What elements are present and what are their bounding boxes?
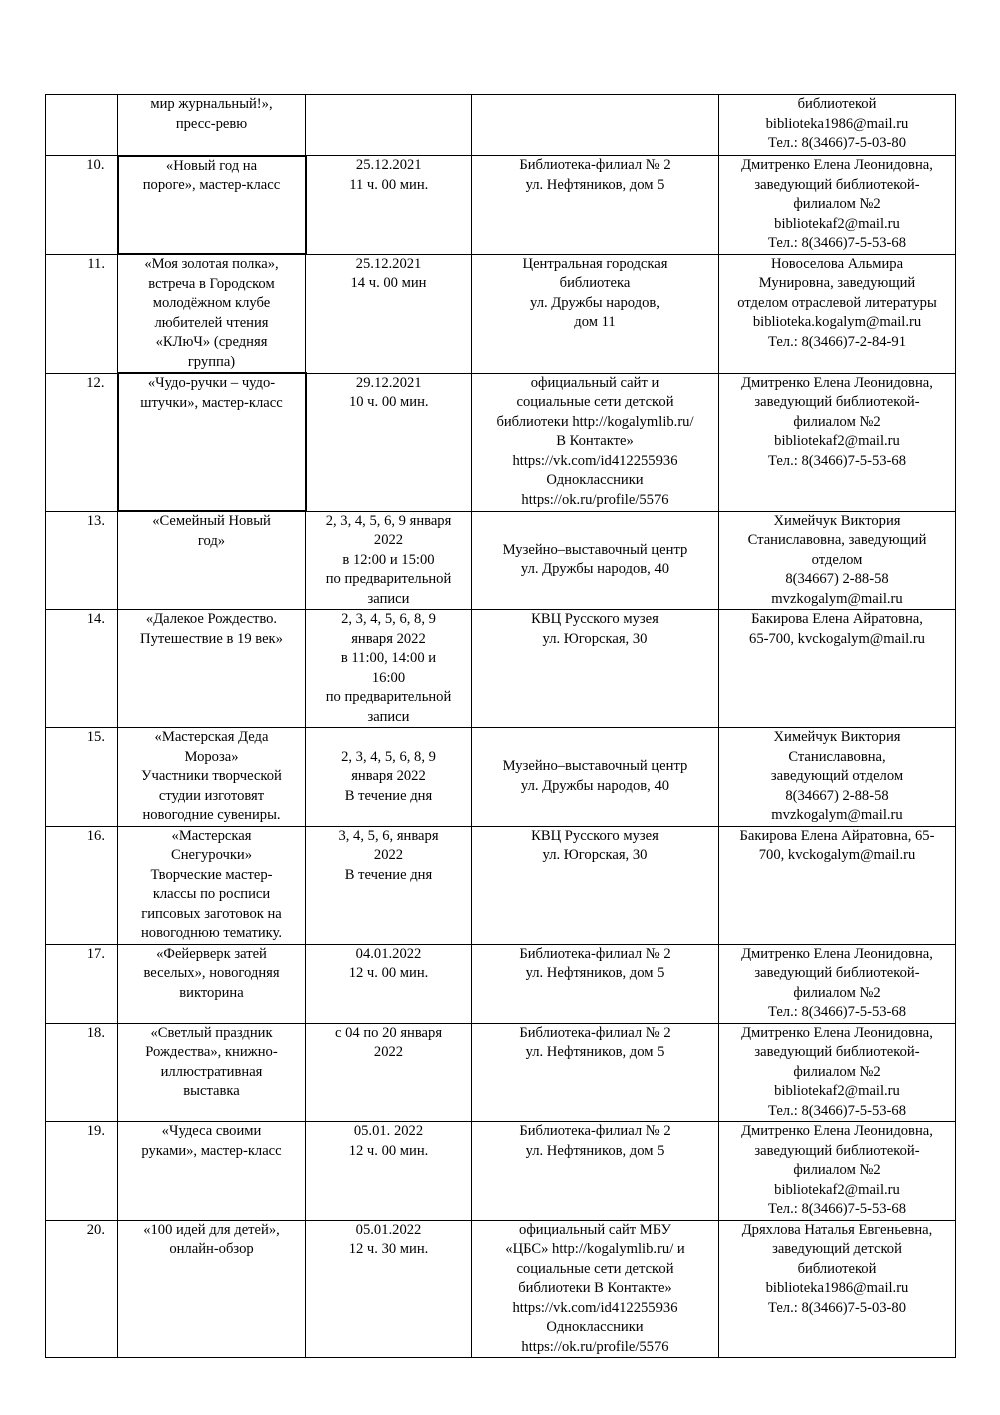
event-date: 29.12.2021 10 ч. 00 мин. <box>306 373 472 511</box>
event-title: «Фейерверк затей веселых», новогодняя викторина <box>118 944 306 1023</box>
row-number: 16. <box>46 826 118 944</box>
row-number: 19. <box>46 1122 118 1221</box>
event-date: 05.01.2022 12 ч. 30 мин. <box>306 1220 472 1358</box>
event-place <box>472 95 719 156</box>
row-number: 18. <box>46 1023 118 1122</box>
event-contact: Бакирова Елена Айратовна, 65- 700, kvckogalym@mail.ru <box>719 826 956 944</box>
event-contact: Бакирова Елена Айратовна, 65-700, kvckogalym@mail.ru <box>719 610 956 728</box>
event-title: «Мастерская Деда Мороза» Участники творческой студии изготовят новогодние сувениры. <box>118 728 306 827</box>
event-date <box>306 95 472 156</box>
table-row <box>46 1122 956 1221</box>
event-date: 25.12.2021 11 ч. 00 мин. <box>306 156 472 255</box>
event-place: Библиотека-филиал № 2 ул. Нефтяников, дом 5 <box>472 1122 719 1221</box>
event-date: 2, 3, 4, 5, 6, 8, 9 января 2022 В течение дня <box>306 728 472 827</box>
row-number: 20. <box>46 1220 118 1358</box>
event-contact: Химейчук Виктория Станиславовна, заведующий отделом 8(34667) 2-88-58 mvzkogalym@mail.ru <box>719 728 956 827</box>
event-place: КВЦ Русского музея ул. Югорская, 30 <box>472 826 719 944</box>
table-row <box>46 156 956 255</box>
table-row <box>46 95 956 156</box>
event-contact: Химейчук Виктория Станиславовна, заведующий отделом 8(34667) 2-88-58 mvzkogalym@mail.ru <box>719 511 956 610</box>
event-place: Музейно–выставочный центр ул. Дружбы народов, 40 <box>472 511 719 610</box>
row-number <box>46 95 118 156</box>
event-contact: Дмитренко Елена Леонидовна, заведующий библиотекой- филиалом №2 bibliotekaf2@mail.ru Тел.: 8(3466)7-5-53-68 <box>719 1023 956 1122</box>
event-date: 2, 3, 4, 5, 6, 9 января 2022 в 12:00 и 15:00 по предварительной записи <box>306 511 472 610</box>
row-number: 15. <box>46 728 118 827</box>
event-contact: библиотекой biblioteka1986@mail.ru Тел.: 8(3466)7-5-03-80 <box>719 95 956 156</box>
row-number: 13. <box>46 511 118 610</box>
event-date: 05.01. 2022 12 ч. 00 мин. <box>306 1122 472 1221</box>
event-title: «Чудо-ручки – чудо- штучки», мастер-класс <box>118 373 306 511</box>
event-date: 3, 4, 5, 6, января 2022 В течение дня <box>306 826 472 944</box>
table-row <box>46 944 956 1023</box>
table-row <box>46 728 956 827</box>
event-title: «Мастерская Снегурочки» Творческие мастер- классы по росписи гипсовых заготовок на новогоднюю тематику. <box>118 826 306 944</box>
row-number: 10. <box>46 156 118 255</box>
table-row <box>46 511 956 610</box>
event-contact: Дмитренко Елена Леонидовна, заведующий библиотекой- филиалом №2 bibliotekaf2@mail.ru Тел.: 8(3466)7-5-53-68 <box>719 1122 956 1221</box>
event-title: мир журнальный!», пресс-ревю <box>118 95 306 156</box>
table-row <box>46 826 956 944</box>
event-contact: Дмитренко Елена Леонидовна, заведующий библиотекой- филиалом №2 bibliotekaf2@mail.ru Тел.: 8(3466)7-5-53-68 <box>719 373 956 511</box>
event-title: «Чудеса своими руками», мастер-класс <box>118 1122 306 1221</box>
event-place: Библиотека-филиал № 2 ул. Нефтяников, дом 5 <box>472 944 719 1023</box>
event-contact: Новоселова Альмира Мунировна, заведующий отделом отраслевой литературы biblioteka.kogalym@mail.ru Тел.: 8(3466)7-2-84-91 <box>719 254 956 373</box>
event-place: Библиотека-филиал № 2 ул. Нефтяников, дом 5 <box>472 1023 719 1122</box>
row-number: 12. <box>46 373 118 511</box>
event-title: «Моя золотая полка», встреча в Городском молодёжном клубе любителей чтения «КЛюЧ» (средняя группа) <box>118 254 306 373</box>
table-row <box>46 1220 956 1358</box>
event-title: «Светлый праздник Рождества», книжно- иллюстративная выставка <box>118 1023 306 1122</box>
event-date: 25.12.2021 14 ч. 00 мин <box>306 254 472 373</box>
event-place: Центральная городская библиотека ул. Дружбы народов, дом 11 <box>472 254 719 373</box>
event-title: «Далекое Рождество. Путешествие в 19 век» <box>118 610 306 728</box>
event-date: с 04 по 20 января 2022 <box>306 1023 472 1122</box>
event-place: Библиотека-филиал № 2 ул. Нефтяников, дом 5 <box>472 156 719 255</box>
event-place: официальный сайт МБУ «ЦБС» http://kogalymlib.ru/ и социальные сети детской библиотеки В Контакте» https://vk.com/id412255936 Одноклассники https://ok.ru/profile/5576 <box>472 1220 719 1358</box>
event-date: 04.01.2022 12 ч. 00 мин. <box>306 944 472 1023</box>
row-number: 14. <box>46 610 118 728</box>
event-date: 2, 3, 4, 5, 6, 8, 9 января 2022 в 11:00, 14:00 и 16:00 по предварительной записи <box>306 610 472 728</box>
table-row <box>46 1023 956 1122</box>
table-row <box>46 254 956 373</box>
table-row <box>46 373 956 511</box>
event-title: «100 идей для детей», онлайн-обзор <box>118 1220 306 1358</box>
event-place: Музейно–выставочный центр ул. Дружбы народов, 40 <box>472 728 719 827</box>
row-number: 17. <box>46 944 118 1023</box>
event-contact: Дмитренко Елена Леонидовна, заведующий библиотекой- филиалом №2 bibliotekaf2@mail.ru Тел.: 8(3466)7-5-53-68 <box>719 156 956 255</box>
event-contact: Дмитренко Елена Леонидовна, заведующий библиотекой- филиалом №2 Тел.: 8(3466)7-5-53-68 <box>719 944 956 1023</box>
event-place: официальный сайт и социальные сети детской библиотеки http://kogalymlib.ru/ В Контакте» https://vk.com/id412255936 Одноклассники https://ok.ru/profile/5576 <box>472 373 719 511</box>
event-title: «Новый год на пороге», мастер-класс <box>118 156 306 255</box>
event-contact: Дряхлова Наталья Евгеньевна, заведующий детской библиотекой biblioteka1986@mail.ru Тел.: 8(3466)7-5-03-80 <box>719 1220 956 1358</box>
event-place: КВЦ Русского музея ул. Югорская, 30 <box>472 610 719 728</box>
table-row <box>46 610 956 728</box>
events-table <box>45 94 956 1358</box>
row-number: 11. <box>46 254 118 373</box>
event-title: «Семейный Новый год» <box>118 511 306 610</box>
